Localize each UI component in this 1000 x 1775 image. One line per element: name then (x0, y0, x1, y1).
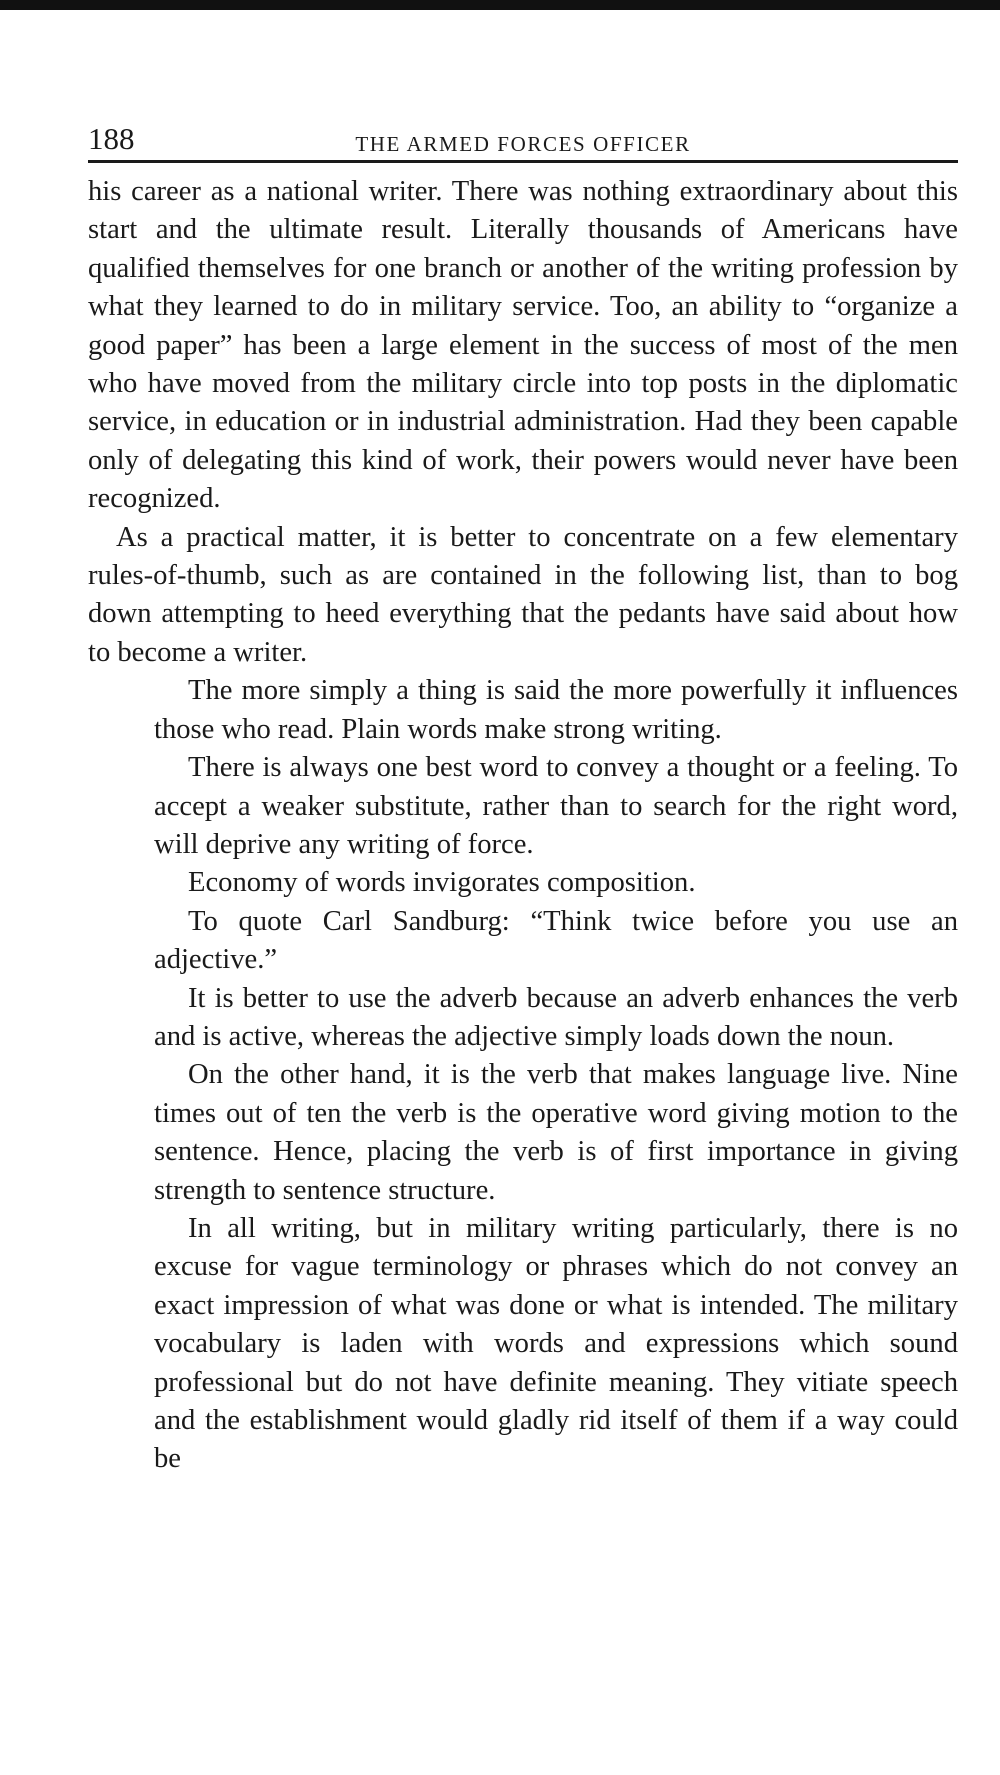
body-text (88, 173, 958, 1479)
rule-item: There is always one best word to convey a thought or a feeling. To accept a weaker substitute, rather than to search for the right word, will deprive any writing of force. (154, 752, 958, 860)
book-page (88, 118, 958, 1479)
page-number: 188 (88, 121, 135, 156)
rule-item: It is better to use the adverb because an adverb enhances the verb and is active, whereas the adjective simply loads down the noun. (154, 982, 958, 1052)
running-title: THE ARMED FORCES OFFICER (355, 132, 691, 156)
paragraph-continued: his career as a national writer. There was nothing extraordinary about this start and the ultimate result. Literally thousands of Americans have qualified themselves for one branch or another of the writing profession by what they learned to do in military service. Too, an ability to “organize a good paper” has been a large element in the success of most of the men who have moved from the military circle into top posts in the diplomatic service, in education or in industrial administration. Had they been capable only of delegating this kind of work, their powers would never have been recognized. (88, 176, 958, 515)
scan-top-edge (0, 0, 1000, 10)
paragraph-practical-matter: As a practical matter, it is better to concentrate on a few elementary rules-of-thumb, such as are contained in the following list, than to bog down attempting to heed everything that the pedants have said about how to become a writer. (88, 521, 958, 668)
rules-of-thumb-list (154, 672, 958, 1479)
rule-item: The more simply a thing is said the more powerfully it influences those who read. Plain words make strong writing. (154, 675, 958, 745)
rule-item: To quote Carl Sandburg: “Think twice before you use an adjective.” (154, 905, 958, 976)
running-head (88, 118, 958, 163)
rule-item: Economy of words invigorates composition. (188, 867, 696, 899)
rule-item: In all writing, but in military writing particularly, there is no excuse for vague terminology or phrases which do not convey an exact impression of what was done or what is intended. The military vocabulary is laden with words and expressions which sound professional but do not have definite meaning. They vitiate speech and the establishment would gladly rid itself of them if a way could be (154, 1212, 958, 1475)
rule-item: On the other hand, it is the verb that makes language live. Nine times out of ten the verb is the operative word giving motion to the sentence. Hence, placing the verb is of first importance in giving strength to sentence structure. (154, 1059, 958, 1206)
